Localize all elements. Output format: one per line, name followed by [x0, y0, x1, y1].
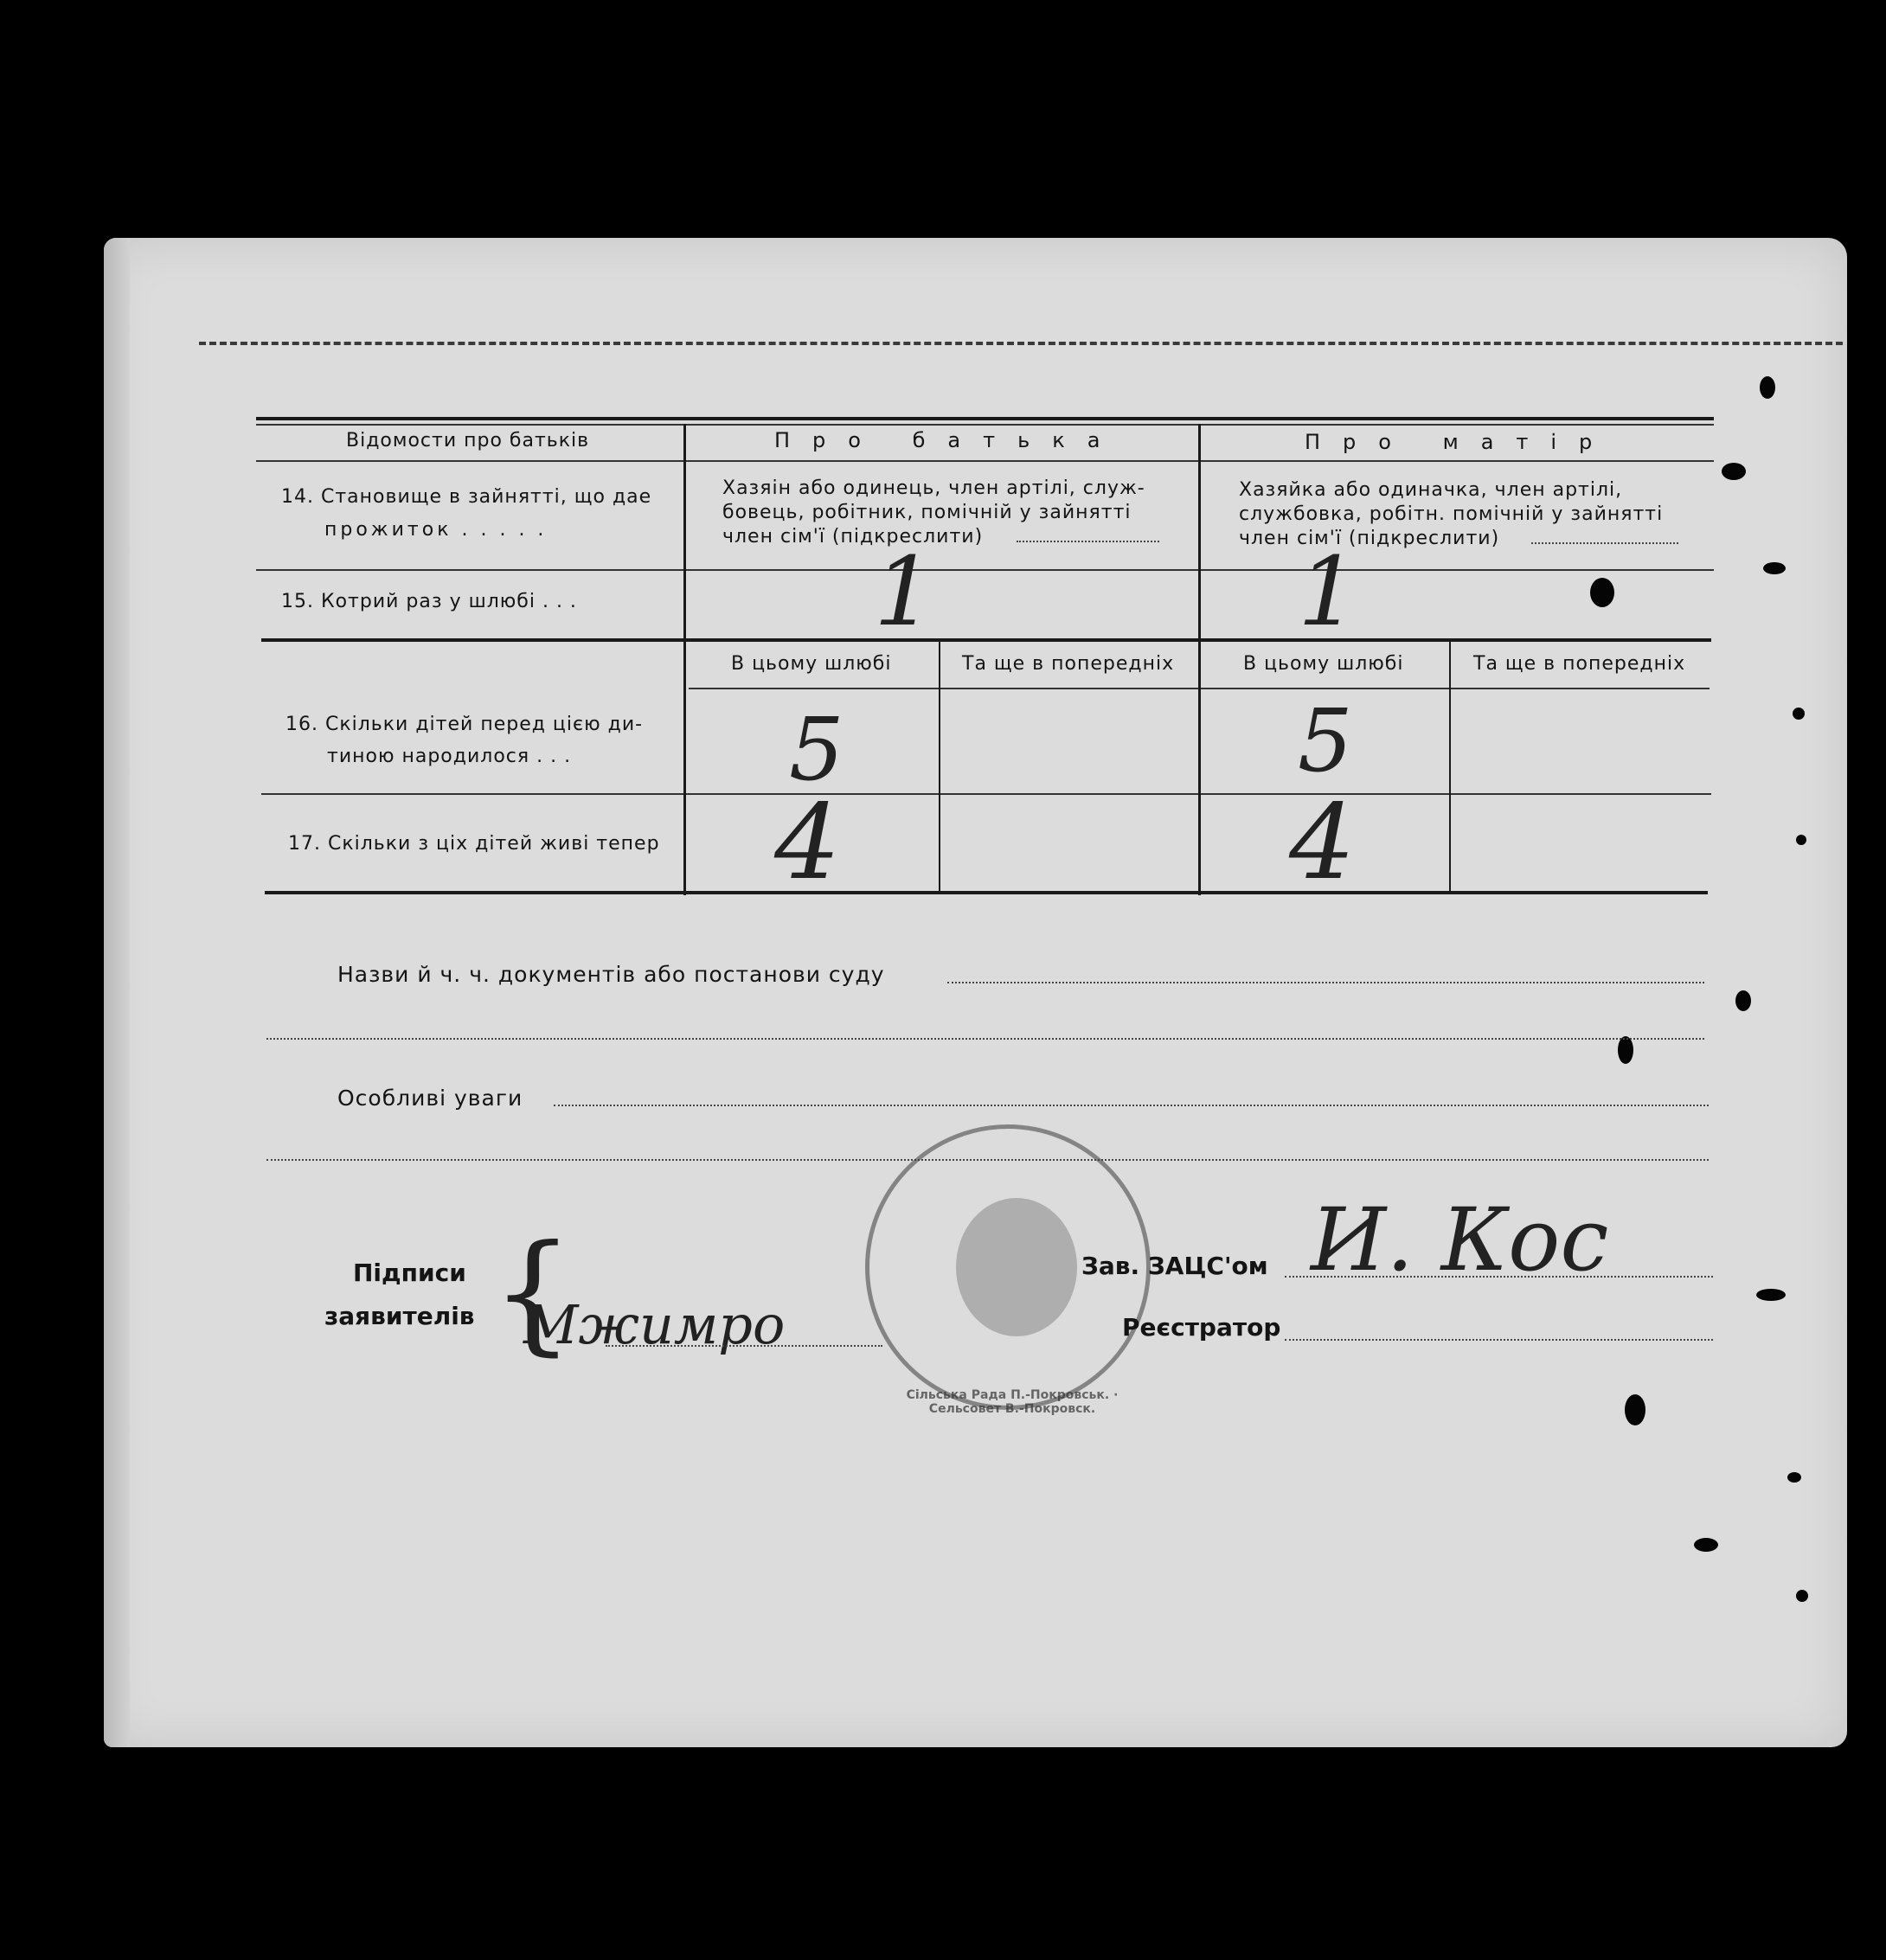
documents-label: Назви й ч. ч. документів або постанови суду [337, 962, 885, 987]
row14-father-text: бовець, робітник, помічній у зайнятті [722, 502, 1132, 523]
sheet-edge [104, 238, 130, 1747]
table-rule [256, 424, 1714, 426]
table-divider [1449, 642, 1451, 893]
punch-hole [1625, 1394, 1645, 1425]
row17-mother-value: 4 [1289, 783, 1356, 903]
row16-father-value: 5 [789, 699, 844, 800]
punch-hole [1735, 990, 1751, 1011]
punch-hole [1787, 1472, 1801, 1483]
registrar-label: Реєстратор [1122, 1313, 1281, 1342]
table-top-rule [256, 417, 1714, 420]
row14-father-text: Хазяін або одинець, член артілі, служ- [722, 477, 1145, 499]
table-divider [939, 642, 940, 893]
row14-father-text: член сім'ї (підкреслити) [722, 526, 984, 548]
row14-mother-text: член сім'ї (підкреслити) [1239, 528, 1500, 549]
applicant-signature-line [606, 1345, 882, 1347]
mother-previous-header: Та ще в попередніх [1473, 653, 1686, 675]
table-divider [1198, 424, 1201, 895]
row14-mother-text: службовка, робітн. помічній у зайнятті [1239, 503, 1664, 525]
row16-mother-value: 5 [1298, 690, 1353, 791]
father-previous-header: Та ще в попередніх [962, 653, 1175, 675]
remarks-label: Особливі уваги [337, 1086, 523, 1111]
remarks-fill [554, 1105, 1709, 1106]
punch-hole [1796, 835, 1806, 845]
punch-hole [1760, 376, 1775, 399]
documents-fill [947, 982, 1704, 983]
punch-hole [1756, 1289, 1786, 1301]
table-rule [261, 638, 1711, 642]
row16-label: 16. Скільки дітей перед цією ди- [285, 714, 644, 735]
row16-label-cont: тиною народилося . . . [327, 746, 572, 767]
applicants-brace: { [491, 1218, 574, 1368]
row14-father-fill [1017, 541, 1159, 542]
punch-hole [1796, 1590, 1808, 1602]
form-sheet [104, 238, 1847, 1747]
applicants-label-cont: заявителів [324, 1302, 475, 1330]
stamp-emblem [956, 1198, 1077, 1336]
punch-hole [1763, 562, 1786, 574]
father-this-marriage-header: В цьому шлюбі [731, 653, 892, 675]
punch-hole [1694, 1538, 1718, 1552]
parents-header: Відомости про батьків [346, 430, 590, 452]
head-signature: И. Кос [1311, 1189, 1609, 1291]
row14-mother-fill [1531, 542, 1678, 544]
mother-header: Про матір [1305, 430, 1615, 454]
table-rule [256, 460, 1714, 462]
head-label: Зав. ЗАЦС'ом [1081, 1252, 1268, 1280]
father-header: Про батька [774, 428, 1123, 452]
stamp-text: Сільська Рада П.-Покровськ. · Сельсовет В.-Покровск. [906, 1388, 1119, 1416]
table-divider [683, 424, 686, 895]
applicants-label: Підписи [353, 1259, 466, 1287]
row14-label-cont: прожиток . . . . . [324, 519, 548, 541]
perforation-line [199, 342, 1843, 345]
registrar-signature-line [1285, 1339, 1713, 1341]
punch-hole [1590, 578, 1614, 607]
applicant-signature: Мжимро [523, 1293, 786, 1356]
row15-mother-value: 1 [1298, 536, 1358, 647]
row14-mother-text: Хазяйка або одиначка, член артілі, [1239, 479, 1623, 501]
punch-hole [1722, 463, 1746, 480]
row17-label: 17. Скільки з ціх дітей живі тепер [288, 833, 660, 855]
documents-fill-2 [266, 1038, 1704, 1040]
row15-father-value: 1 [874, 536, 934, 647]
row17-father-value: 4 [774, 783, 841, 903]
punch-hole [1618, 1036, 1633, 1064]
table-bottom-rule [265, 891, 1708, 894]
punch-hole [1793, 708, 1805, 720]
row14-label: 14. Становище в зайнятті, що дае [281, 486, 652, 508]
row15-label: 15. Котрий раз у шлюбі . . . [281, 591, 577, 612]
table-rule [256, 569, 1714, 571]
table-rule [261, 793, 1711, 795]
mother-this-marriage-header: В цьому шлюбі [1243, 653, 1404, 675]
